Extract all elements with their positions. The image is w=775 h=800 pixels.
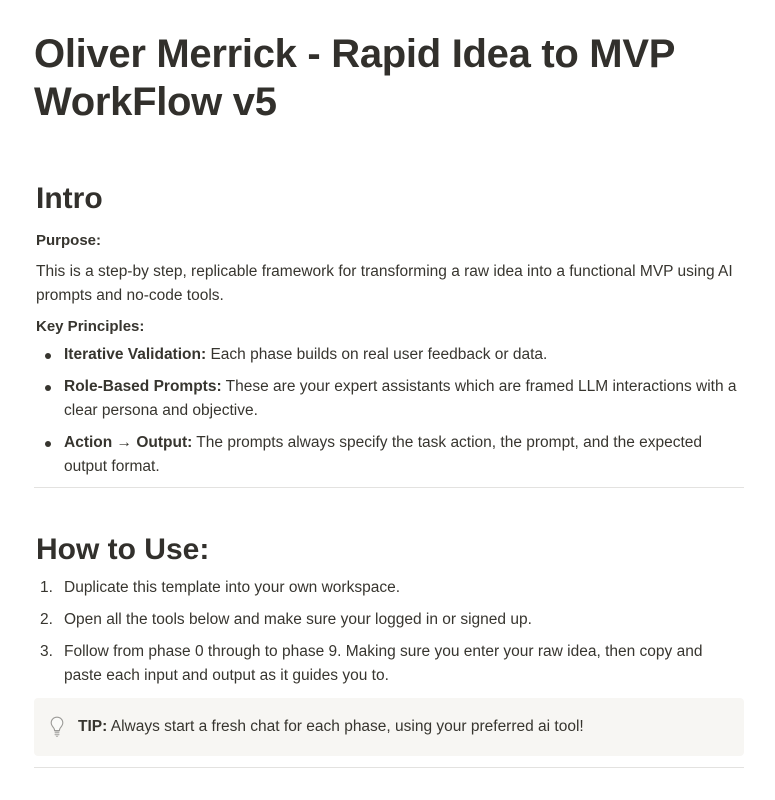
- bullet-icon: [45, 353, 51, 359]
- step-number: 3.: [40, 643, 53, 660]
- principle-title: Action → Output:: [64, 434, 193, 451]
- principle-text: The prompts always specify the task action, the prompt, and the expected output format.: [64, 434, 703, 475]
- principle-item[interactable]: [34, 343, 744, 367]
- how-to-use-heading[interactable]: How to Use:: [36, 533, 210, 566]
- principles-list: [34, 343, 744, 479]
- tip-text: Always start a fresh chat for each phase, using your preferred ai tool!: [107, 718, 584, 735]
- bullet-icon: [45, 385, 51, 391]
- step-item[interactable]: [34, 576, 744, 600]
- document-page: [34, 0, 744, 768]
- lightbulb-icon: [50, 716, 64, 738]
- principle-item[interactable]: [34, 375, 744, 423]
- principles-label[interactable]: Key Principles:: [36, 318, 145, 335]
- step-number: 1.: [40, 579, 53, 596]
- tip-label: TIP:: [78, 718, 108, 735]
- step-text: Open all the tools below and make sure your logged in or signed up.: [64, 611, 532, 628]
- principle-title: Role-Based Prompts:: [64, 378, 222, 395]
- tip-callout[interactable]: [34, 698, 744, 756]
- step-text: Duplicate this template into your own workspace.: [64, 579, 400, 596]
- divider: [34, 487, 744, 488]
- tip-content: [78, 718, 584, 736]
- steps-list: [34, 576, 744, 688]
- step-item[interactable]: [34, 640, 744, 688]
- purpose-text[interactable]: This is a step-by step, replicable framework for transforming a raw idea into a functional MVP using AI prompts and no-code tools.: [36, 263, 733, 304]
- divider: [34, 767, 744, 768]
- principle-text: These are your expert assistants which are framed LLM interactions with a clear persona and objective.: [64, 378, 737, 419]
- page-title[interactable]: Oliver Merrick - Rapid Idea to MVP WorkFlow v5: [34, 32, 675, 124]
- intro-heading[interactable]: Intro: [36, 182, 103, 215]
- bullet-icon: [45, 441, 51, 447]
- step-item[interactable]: [34, 608, 744, 632]
- principle-text: Each phase builds on real user feedback or data.: [206, 346, 548, 363]
- principle-item[interactable]: [34, 431, 744, 479]
- principle-title: Iterative Validation:: [64, 346, 207, 363]
- step-text: Follow from phase 0 through to phase 9. Making sure you enter your raw idea, then copy and paste each input and output as it guides you to.: [64, 643, 703, 684]
- purpose-label[interactable]: Purpose:: [36, 232, 102, 249]
- step-number: 2.: [40, 611, 53, 628]
